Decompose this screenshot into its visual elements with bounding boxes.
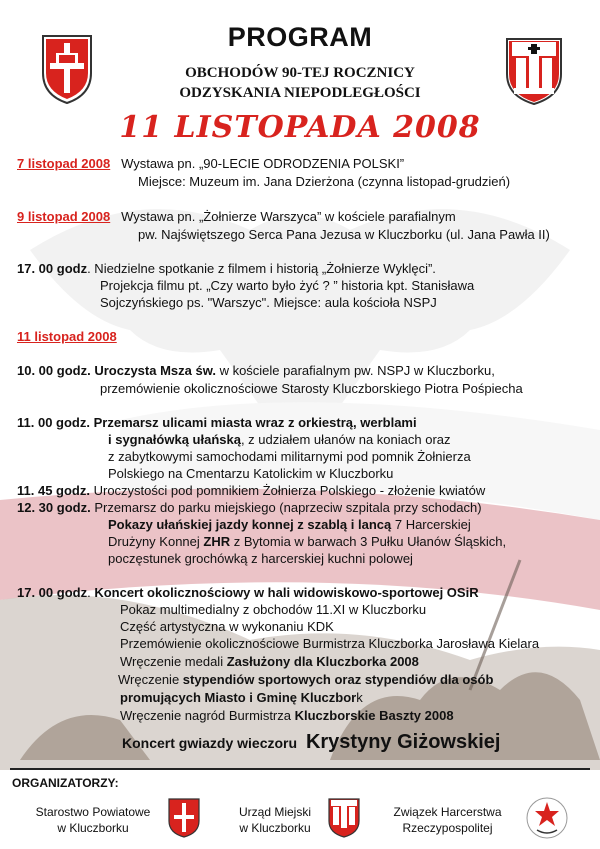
item-concert-l8a: Wręczenie nagród Burmistrza: [120, 708, 295, 723]
organizer-town-hall-line-2: w Kluczborku: [239, 821, 311, 835]
item-mass-line-2: przemówienie okolicznościowe Starosty Kluczborskiego Piotra Pośpiecha: [100, 381, 523, 396]
item-concert-l6a: Wręczenie: [118, 672, 183, 687]
item-concert-star: [122, 731, 500, 754]
item-concert-l7-tail: k: [356, 690, 363, 705]
item-march-time: 11. 00 godz.: [17, 415, 90, 430]
event-1: [17, 155, 404, 172]
organizer-county-line-1: Starostwo Powiatowe: [35, 805, 151, 819]
item-park-line-2: [108, 516, 471, 533]
event-1-text: Wystawa pn. „90-LECIE ODRODZENIA POLSKI”: [121, 156, 405, 171]
organizer-scouts-line-2: Rzeczypospolitej: [402, 821, 493, 835]
item-march-bugle: i sygnałówką ułańską: [108, 432, 241, 447]
item-mass-time: 10. 00 godz.: [17, 363, 91, 378]
item-concert-line-8: [120, 707, 454, 724]
item-march-line-4: Polskiego na Cmentarzu Katolickim w Kluczborku: [108, 466, 394, 481]
item-ceremony: [17, 482, 485, 499]
organizers-label: ORGANIZATORZY:: [12, 776, 119, 790]
item-concert-line-7: [120, 689, 363, 706]
scouting-emblem-icon: [525, 796, 569, 840]
organizer-scouts-line-1: Związek Harcerstwa: [393, 805, 502, 819]
item-park-l3c: z Bytomia w barwach 3 Pułku Ułanów Śląskich,: [230, 534, 507, 549]
event-3: [17, 260, 436, 277]
day-2-date: [17, 328, 117, 345]
item-concert-promoting: promujących Miasto i Gminę Kluczbor: [120, 690, 357, 705]
organizer-town-hall-line-1: Urząd Miejski: [238, 805, 311, 819]
event-3-time: 17. 00 godz: [17, 261, 88, 276]
item-mass: [17, 362, 495, 379]
event-2-text: Wystawa pn. „Żołnierze Warszyca” w kościele parafialnym: [121, 209, 456, 224]
event-2-place: pw. Najświętszego Serca Pana Jezusa w Kluczborku (ul. Jana Pawła II): [138, 227, 550, 242]
item-park-l3a: Drużyny Konnej: [108, 534, 204, 549]
item-ceremony-text: Uroczystości pod pomnikiem Żołnierza Polskiego - złożenie kwiatów: [93, 483, 486, 498]
organizer-county: [28, 804, 158, 836]
item-march-title: Przemarsz ulicami miasta wraz z orkiestrą, werblami: [93, 415, 417, 430]
item-concert-line-2: Pokaz multimedialny z obchodów 11.XI w Kluczborku: [120, 602, 427, 617]
item-park-line-4: poczęstunek grochówką z harcerskiej kuchni polowej: [108, 551, 413, 566]
item-concert-scholarships: stypendiów sportowych oraz stypendiów dla osób: [182, 672, 494, 687]
item-concert-line-3: Część artystyczna w wykonaniu KDK: [120, 619, 334, 634]
star-label: Koncert gwiazdy wieczoru: [122, 735, 298, 751]
item-mass-title: Uroczysta Msza św.: [94, 363, 216, 378]
item-concert-line-4: Przemówienie okolicznościowe Burmistrza Kluczborka Jarosława Kielara: [120, 636, 540, 651]
item-concert-l5a: Wręczenie medali: [120, 654, 227, 669]
item-concert: 17. 00 godz. Koncert okolicznościowy w hali widowiskowo-sportowej OSiR: [17, 585, 479, 600]
day-2-date-label: 11 listopad 2008: [17, 329, 117, 344]
item-concert-line-6: [118, 671, 493, 688]
organizer-scouts: [380, 804, 515, 836]
item-concert-line-5: [120, 653, 419, 670]
item-park-show: Pokazy ułańskiej jazdy konnej z szablą i lancą: [108, 517, 392, 532]
event-3-line-3: Sojczyńskiego ps. "Warszyc". Miejsce: aula kościoła NSPJ: [100, 295, 437, 310]
item-mass-text: w kościele parafialnym pw. NSPJ w Kluczborku,: [215, 363, 495, 378]
item-park-line-3: [108, 533, 506, 550]
page-title: PROGRAM: [227, 22, 373, 52]
event-3-line-2: Projekcja filmu pt. „Czy warto było żyć ? ” historia kpt. Stanisława: [100, 278, 475, 293]
item-park-l2-text: 7 Harcerskiej: [391, 517, 471, 532]
main-date-title: 11 LISTOPADA 2008: [119, 110, 481, 145]
footer-divider: [10, 768, 590, 770]
item-march-l2-text: , z udziałem ułanów na koniach oraz: [240, 432, 451, 447]
item-march-line-2: [108, 431, 451, 448]
organizer-county-line-2: w Kluczborku: [57, 821, 129, 835]
item-park-time: 12. 30 godz.: [17, 500, 91, 515]
organizer-town-hall: [225, 804, 325, 836]
county-small-coat-of-arms-icon: [167, 797, 201, 839]
event-2: [17, 208, 456, 225]
subtitle-anniversary: OBCHODÓW 90-TEJ ROCZNICY: [185, 65, 415, 81]
subtitle-independence: ODZYSKANIA NIEPODLEGŁOŚCI: [179, 85, 421, 101]
item-concert-title: Koncert okolicznościowy w hali widowiskowo-sportowej OSiR: [94, 585, 479, 600]
item-concert-time: 17. 00 godz: [17, 585, 88, 600]
event-3-text: . Niedzielne spotkanie z filmem i historią „Żołnierze Wyklęci”.: [87, 261, 436, 276]
event-1-date: 7 listopad 2008: [17, 156, 111, 171]
item-park: [17, 499, 482, 516]
item-concert-towers-award: Kluczborskie Baszty 2008: [294, 708, 454, 723]
item-march-line-3: z zabytkowymi samochodami militarnymi pod pomnik Żołnierza: [108, 449, 471, 464]
item-park-zhr: ZHR: [203, 534, 231, 549]
item-concert-medal: Zasłużony dla Kluczborka 2008: [226, 654, 419, 669]
event-2-date: 9 listopad 2008: [17, 209, 111, 224]
event-1-place: Miejsce: Muzeum im. Jana Dzierżona (czynna listopad-grudzień): [138, 174, 511, 189]
item-ceremony-time: 11. 45 godz.: [17, 483, 90, 498]
star-name: Krystyny Giżowskiej: [305, 731, 501, 753]
town-small-coat-of-arms-icon: [327, 797, 361, 839]
item-march: [17, 414, 417, 431]
item-park-text: Przemarsz do parku miejskiego (naprzeciw szpitala przy schodach): [94, 500, 482, 515]
